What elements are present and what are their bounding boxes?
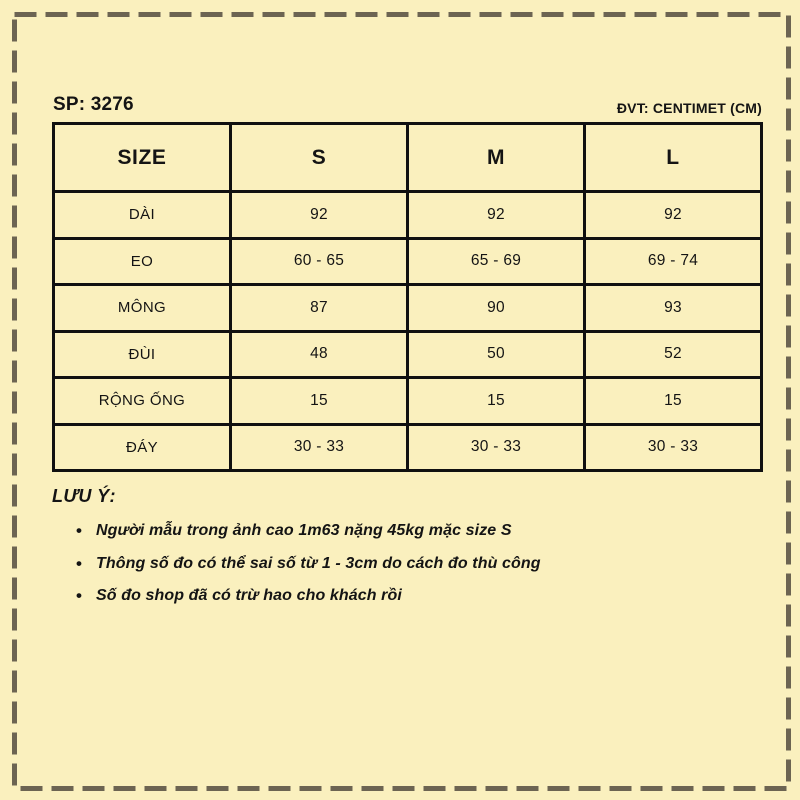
cell: 48 <box>231 331 408 378</box>
table-row-mong <box>54 285 762 332</box>
row-label: MÔNG <box>54 285 231 332</box>
cell: 52 <box>585 331 762 378</box>
cell: 15 <box>408 378 585 425</box>
size-table-header-row <box>54 124 762 192</box>
column-header-m: M <box>408 124 585 192</box>
column-header-l: L <box>585 124 762 192</box>
cell: 30 - 33 <box>231 424 408 471</box>
cell: 92 <box>408 192 585 239</box>
notes-section <box>52 486 762 613</box>
table-row-dui <box>54 331 762 378</box>
column-header-size: SIZE <box>54 124 231 192</box>
cell: 60 - 65 <box>231 238 408 285</box>
cell: 30 - 33 <box>585 424 762 471</box>
size-table <box>52 122 763 472</box>
product-code-label: SP: 3276 <box>53 94 134 115</box>
cell: 50 <box>408 331 585 378</box>
row-label: ĐÁY <box>54 424 231 471</box>
row-label: ĐÙI <box>54 331 231 378</box>
table-row-day <box>54 424 762 471</box>
cell: 15 <box>231 378 408 425</box>
cell: 69 - 74 <box>585 238 762 285</box>
cell: 30 - 33 <box>408 424 585 471</box>
cell: 65 - 69 <box>408 238 585 285</box>
table-row-dai <box>54 192 762 239</box>
note-item: • Số đo shop đã có trừ hao cho khách rồi <box>76 580 762 613</box>
table-row-rong-ong <box>54 378 762 425</box>
cell: 90 <box>408 285 585 332</box>
cell: 92 <box>585 192 762 239</box>
cell: 87 <box>231 285 408 332</box>
notes-list <box>52 515 762 613</box>
column-header-s: S <box>231 124 408 192</box>
cell: 92 <box>231 192 408 239</box>
cell: 93 <box>585 285 762 332</box>
note-item: • Thông số đo có thể sai số từ 1 - 3cm do cách đo thù công <box>76 548 762 581</box>
row-label: RỘNG ỐNG <box>54 378 231 425</box>
row-label: EO <box>54 238 231 285</box>
unit-label: ĐVT: CENTIMET (CM) <box>616 100 762 116</box>
row-label: DÀI <box>54 192 231 239</box>
notes-title: LƯU Ý: <box>52 486 116 506</box>
note-item: • Người mẫu trong ảnh cao 1m63 nặng 45kg mặc size S <box>76 515 762 548</box>
table-row-eo <box>54 238 762 285</box>
cell: 15 <box>585 378 762 425</box>
